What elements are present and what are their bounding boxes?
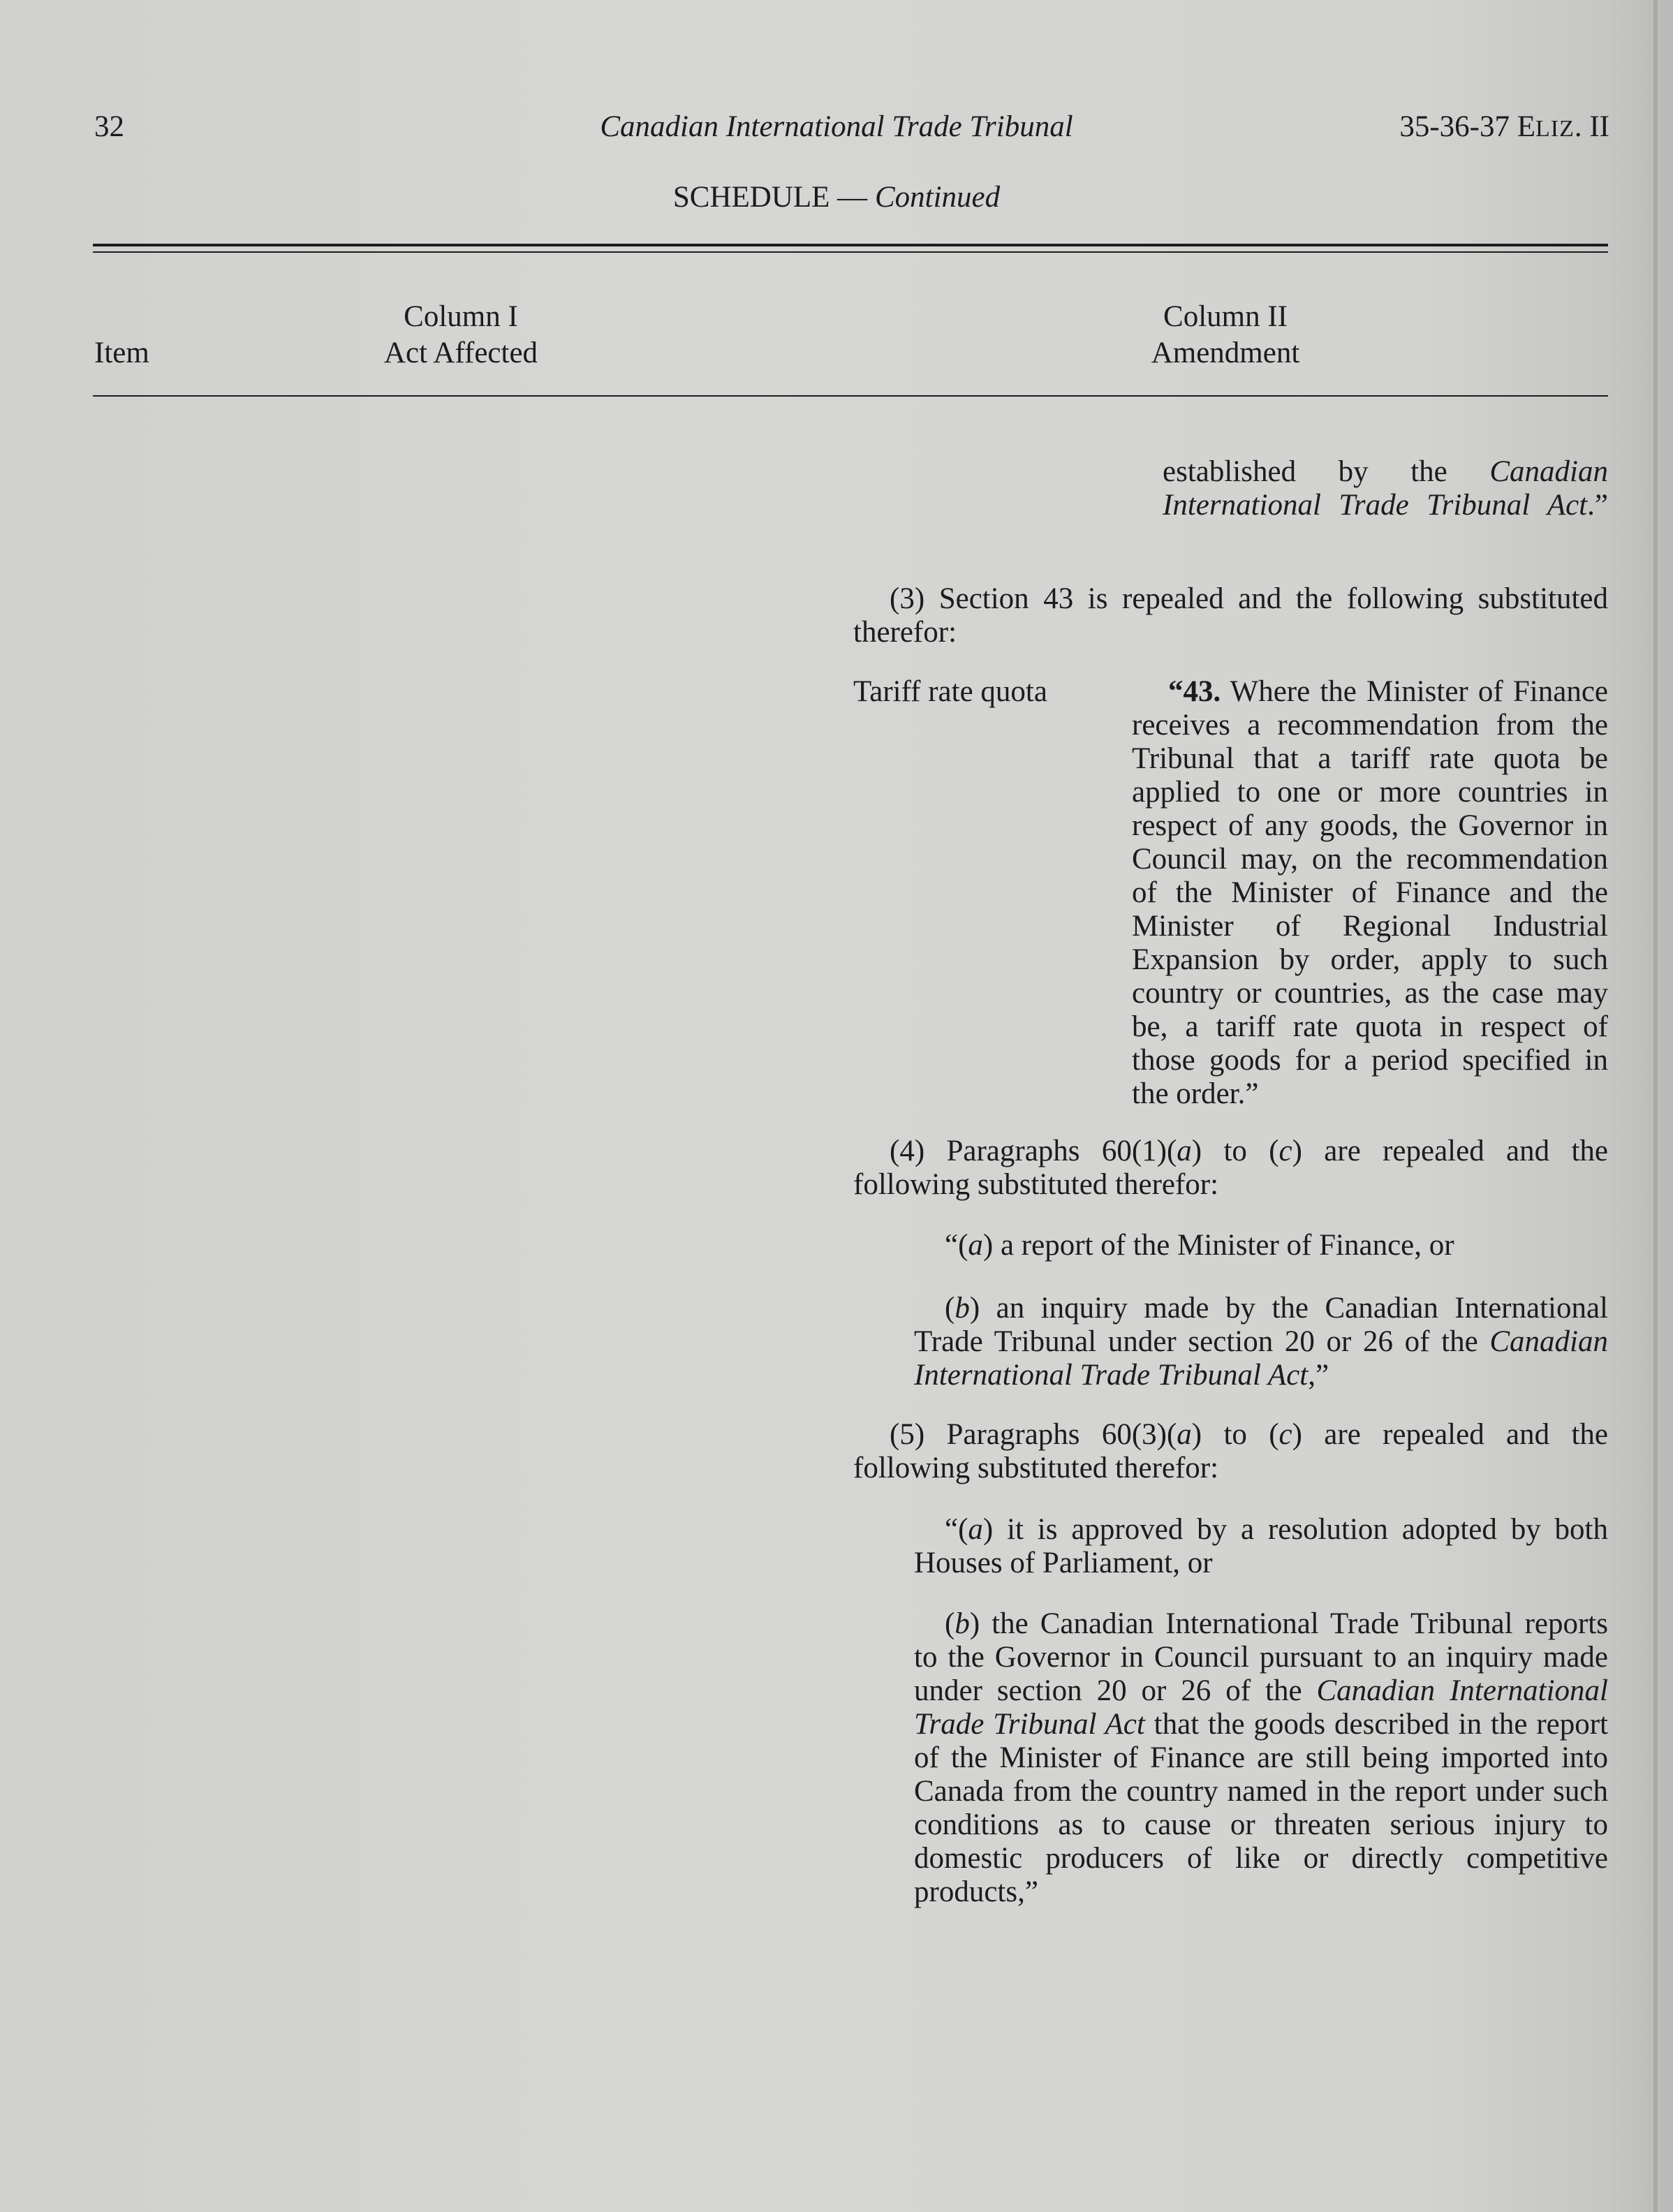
paragraph-3: (3) Section 43 is repealed and the following substituted therefor:	[853, 582, 1608, 649]
paragraph-4-a: “(a) a report of the Minister of Finance, or	[945, 1229, 1454, 1262]
header-rule	[93, 395, 1608, 397]
column-2-heading: Column II Amendment	[1151, 300, 1300, 369]
regnal-year: 35-36-37 ELIZ. II	[1399, 110, 1609, 143]
item-column-heading: Item	[94, 337, 149, 369]
paragraph-5: (5) Paragraphs 60(3)(a) to (c) are repealed and the following substituted therefor:	[853, 1418, 1608, 1484]
section-43-text: “43. Where the Minister of Finance receives a recommendation from the Tribunal that a tariff rate quota be applied to one or more countries in respect of any goods, the Governor in Council may, on the recommendation of the Minister of Finance and the Minister of Regional Industrial Expansion by order, apply to such country or countries, as the case may be, a tariff rate quota in respect of those goods for a period specified in the order.”	[1132, 675, 1608, 1110]
column-1-heading: Column I Act Affected	[383, 300, 538, 369]
marginal-note-tariff-rate-quota: Tariff rate quota	[853, 675, 1047, 708]
paragraph-4: (4) Paragraphs 60(1)(a) to (c) are repealed and the following substituted therefor:	[853, 1135, 1608, 1201]
continued-amendment-text: established by the Canadian International Trade Tribunal Act.”	[1163, 455, 1608, 522]
paragraph-4-b: (b) an inquiry made by the Canadian International Trade Tribunal under section 20 or 26 of the Canadian International Trade Tribunal Act,”	[914, 1292, 1608, 1392]
double-rule-bottom	[93, 251, 1608, 253]
page-number: 32	[94, 110, 124, 143]
double-rule-top	[93, 244, 1608, 246]
schedule-heading: SCHEDULE — Continued	[672, 181, 1001, 214]
paragraph-5-a: “(a) it is approved by a resolution adopted by both Houses of Parliament, or	[914, 1513, 1608, 1579]
paragraph-5-b: (b) the Canadian International Trade Tribunal reports to the Governor in Council pursuant to an inquiry made under section 20 or 26 of the Canadian International Trade Tribunal Act that the goods described in the report of the Minister of Finance are still being imported into Canada from the country named in the report under such conditions as to cause or threaten serious injury to domestic producers of like or directly competitive products,”	[914, 1607, 1609, 1908]
running-title: Canadian International Trade Tribunal	[600, 110, 1073, 143]
page-edge-shadow	[1653, 0, 1658, 2212]
